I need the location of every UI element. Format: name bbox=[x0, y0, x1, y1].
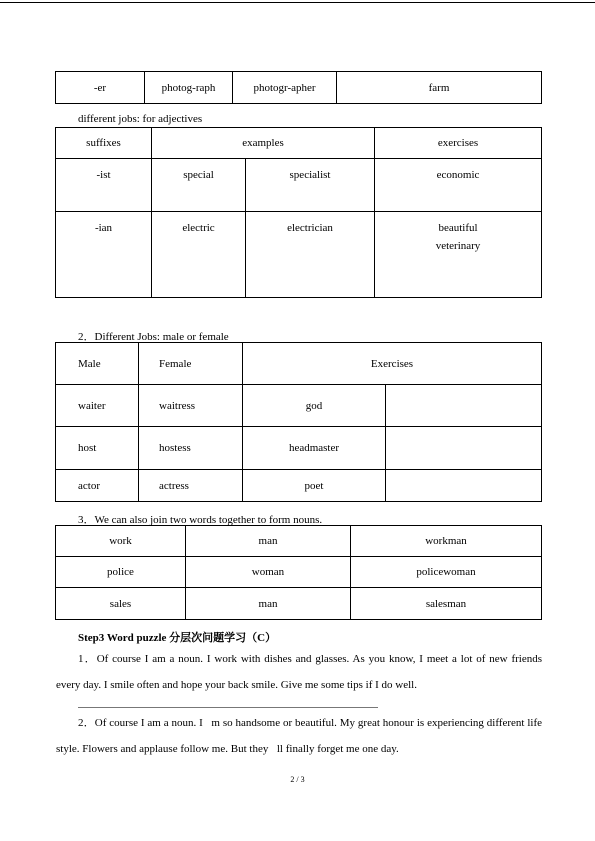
table-cell: actress bbox=[139, 470, 243, 502]
compound-caption: 3．We can also join two words together to form nouns. bbox=[78, 514, 323, 526]
table-cell: economic bbox=[375, 159, 542, 212]
table-cell: waitress bbox=[139, 385, 243, 427]
table-cell: farm bbox=[337, 72, 542, 104]
table-cell: photogr-apher bbox=[233, 72, 337, 104]
table-cell: -ist bbox=[56, 159, 152, 212]
answer-line bbox=[78, 707, 378, 708]
table-cell: electrician bbox=[246, 212, 375, 298]
table-cell: salesman bbox=[351, 588, 542, 620]
cell-line: veterinary bbox=[435, 240, 481, 252]
table-cell: policewoman bbox=[351, 557, 542, 588]
table-cell: special bbox=[152, 159, 246, 212]
table-cell: host bbox=[56, 427, 139, 470]
table-cell bbox=[375, 212, 542, 298]
column-header: Exercises bbox=[243, 343, 542, 385]
table-cell: poet bbox=[243, 470, 386, 502]
answer-cell bbox=[386, 385, 542, 427]
table-cell: hostess bbox=[139, 427, 243, 470]
page-top-rule bbox=[0, 2, 595, 3]
compound-nouns-table bbox=[55, 525, 542, 620]
column-header: Female bbox=[139, 343, 243, 385]
gender-jobs-table bbox=[55, 342, 542, 502]
table-cell: specialist bbox=[246, 159, 375, 212]
cell-line: beautiful bbox=[438, 222, 478, 234]
puzzle-2-text: 2．Of course I am a noun. I m so handsome or beautiful. My great honour is experiencing different life style. Flowers and applause follow me. But they ll finally forget me one day. bbox=[56, 717, 542, 755]
suffix-er-table bbox=[55, 71, 542, 104]
table-cell: woman bbox=[186, 557, 351, 588]
table-cell: workman bbox=[351, 526, 542, 557]
table-cell: actor bbox=[56, 470, 139, 502]
table-cell: sales bbox=[56, 588, 186, 620]
table-cell: man bbox=[186, 588, 351, 620]
puzzle-1-text: 1．Of course I am a noun. I work with dishes and glasses. As you know, I meet a lot of new friends every day. I smile often and hope your back smile. Give me some tips if I do well. bbox=[56, 653, 542, 691]
answer-cell bbox=[386, 470, 542, 502]
answer-cell bbox=[386, 427, 542, 470]
table-cell: work bbox=[56, 526, 186, 557]
column-header: exercises bbox=[375, 128, 542, 159]
table-cell: police bbox=[56, 557, 186, 588]
page-number: 2 / 3 bbox=[290, 775, 305, 784]
table-cell: -ian bbox=[56, 212, 152, 298]
table-cell: god bbox=[243, 385, 386, 427]
table-cell: headmaster bbox=[243, 427, 386, 470]
table-cell: electric bbox=[152, 212, 246, 298]
column-header: Male bbox=[56, 343, 139, 385]
table-cell: waiter bbox=[56, 385, 139, 427]
column-header: examples bbox=[152, 128, 375, 159]
adjectives-table bbox=[55, 127, 542, 298]
column-header: suffixes bbox=[56, 128, 152, 159]
table-cell: -er bbox=[56, 72, 145, 104]
adjectives-caption: different jobs: for adjectives bbox=[78, 113, 203, 125]
table-cell: man bbox=[186, 526, 351, 557]
gender-caption: 2．Different Jobs: male or female bbox=[78, 331, 229, 343]
step3-heading: Step3 Word puzzle 分层次问题学习（C） bbox=[78, 632, 277, 644]
table-cell: photog-raph bbox=[145, 72, 233, 104]
